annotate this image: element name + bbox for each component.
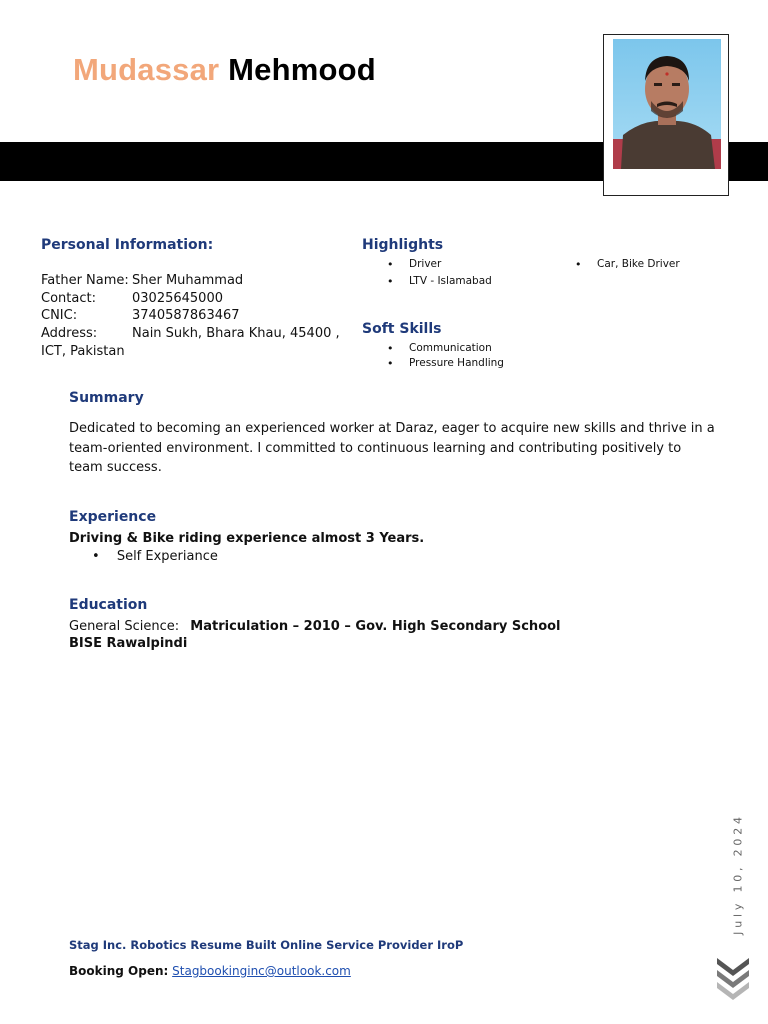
highlights-list-right	[575, 258, 680, 275]
cnic-label: CNIC:	[41, 308, 78, 323]
father-name-row	[41, 273, 244, 288]
education-detail: Matriculation – 2010 – Gov. High Secondary School	[190, 619, 561, 634]
bullet-icon: •	[575, 258, 582, 271]
summary-line: team success.	[69, 460, 162, 475]
summary-text	[69, 419, 715, 478]
bullet-icon: •	[92, 549, 100, 564]
summary-line: team-oriented environment. I committed to continuous learning and contributing positively to	[69, 440, 682, 456]
contact-value: 03025645000	[132, 291, 223, 306]
education-heading: Education	[69, 597, 148, 613]
cnic-row	[41, 308, 240, 323]
address-row	[41, 326, 340, 341]
summary-heading: Summary	[69, 390, 144, 406]
vertical-date: July 10, 2024	[731, 813, 745, 935]
list-item: • Pressure Handling	[387, 357, 504, 370]
bullet-icon: •	[387, 258, 394, 271]
last-name: Mehmood	[228, 52, 376, 87]
father-name-label: Father Name:	[41, 273, 129, 288]
profile-photo	[613, 39, 721, 169]
personal-info-heading: Personal Information:	[41, 237, 214, 253]
experience-heading: Experience	[69, 509, 157, 525]
booking-label: Booking Open:	[69, 964, 169, 978]
booking-line	[69, 964, 351, 978]
first-name: Mudassar	[73, 52, 220, 87]
contact-label: Contact:	[41, 291, 96, 306]
bullet-icon: •	[387, 357, 394, 370]
education-board: BISE Rawalpindi	[69, 636, 188, 651]
experience-item-text: Self Experiance	[116, 549, 218, 564]
father-name-value: Sher Muhammad	[132, 273, 244, 288]
education-label: General Science:	[69, 619, 180, 634]
list-item: • Car, Bike Driver	[575, 258, 680, 271]
chevron-down-icon	[715, 956, 751, 1004]
address-continuation: ICT, Pakistan	[41, 344, 125, 359]
summary-line: Dedicated to becoming an experienced worker at Daraz, eager to acquire new skills and thrive in a	[69, 421, 715, 436]
bullet-icon: •	[387, 275, 394, 288]
photo-frame	[603, 34, 729, 196]
list-item: • LTV - Islamabad	[387, 275, 492, 288]
bullet-icon: •	[387, 342, 394, 355]
soft-skills-list	[387, 342, 504, 372]
provider-credit: Stag Inc. Robotics Resume Built Online Service Provider IroP	[69, 938, 464, 952]
experience-item	[92, 549, 218, 564]
address-value: Nain Sukh, Bhara Khau, 45400 ,	[132, 326, 340, 341]
highlights-heading: Highlights	[362, 237, 444, 253]
address-label: Address:	[41, 326, 98, 341]
contact-row	[41, 291, 223, 306]
list-item: • Communication	[387, 342, 492, 355]
list-item: • Driver	[387, 258, 442, 271]
soft-skills-heading: Soft Skills	[362, 321, 442, 337]
candidate-name	[73, 52, 376, 88]
cnic-value: 3740587863467	[132, 308, 240, 323]
experience-headline: Driving & Bike riding experience almost 3 Years.	[69, 531, 425, 546]
highlights-list-left	[387, 258, 492, 292]
booking-email-link[interactable]: Stagbookinginc@outlook.com	[172, 964, 351, 978]
